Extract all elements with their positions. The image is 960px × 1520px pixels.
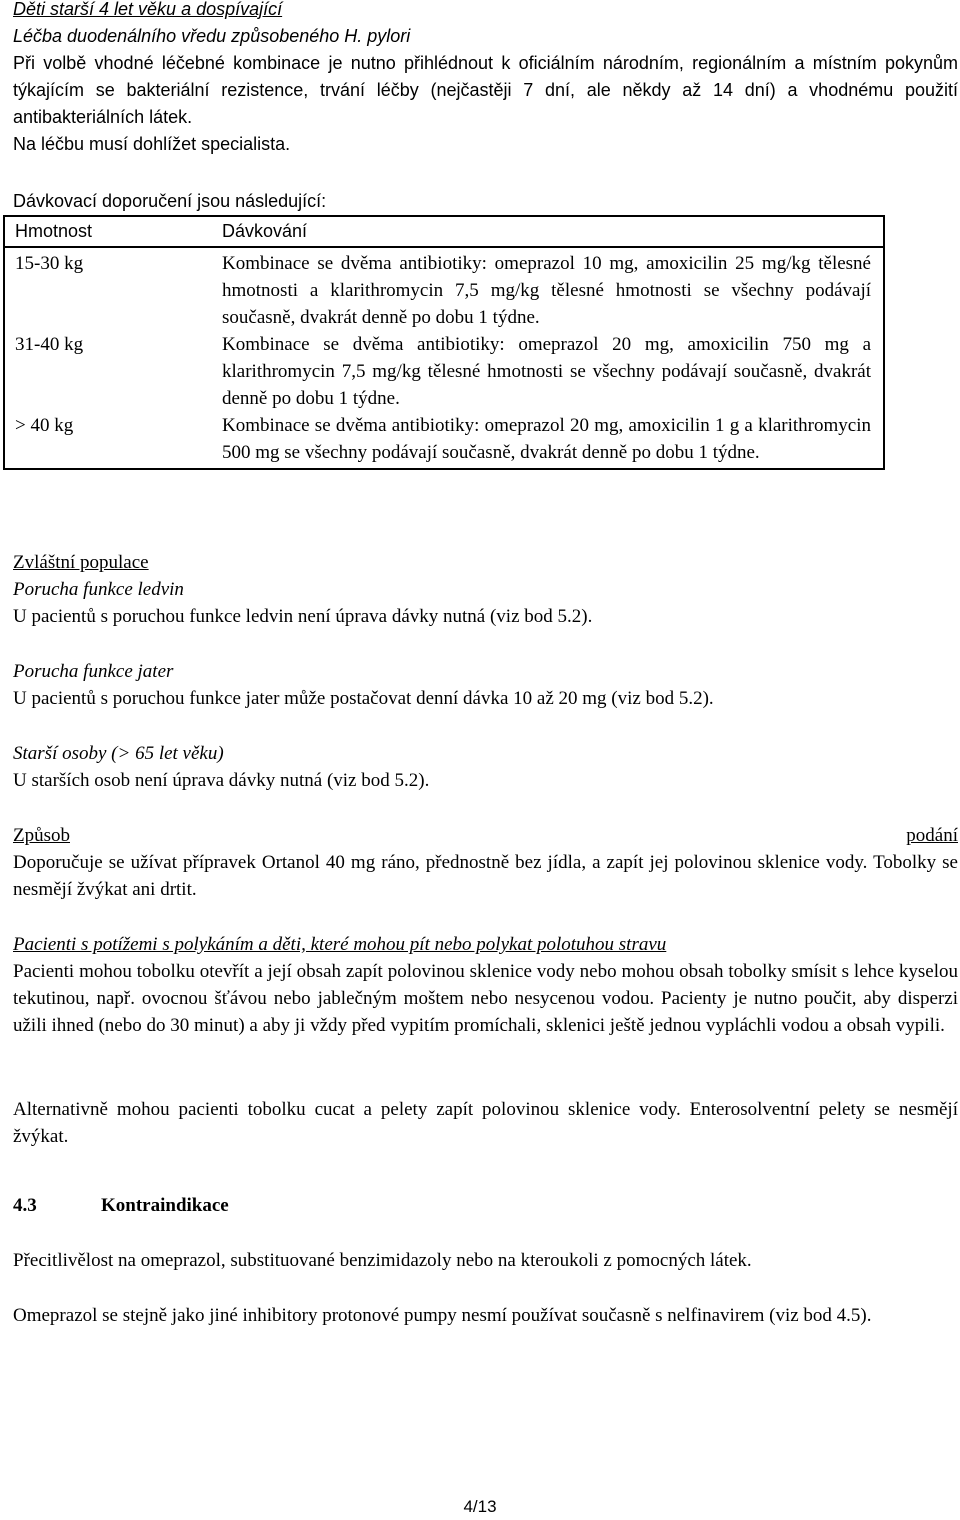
row-dose: Kombinace se dvěma antibiotiky: omeprazol 20 mg, amoxicilin 750 mg a klarithromycin 7,5 mg/kg tělesné hmotnosti se všechny podávají současně, dvakrát denně po dobu 1 týdne. [222, 334, 871, 409]
contraindications-heading [13, 1192, 958, 1219]
administration-section [13, 822, 958, 903]
row-weight: 31-40 kg [15, 334, 84, 355]
row-weight: > 40 kg [15, 415, 74, 436]
contra-text-1: Přecitlivělost na omeprazol, substituované benzimidazoly nebo na kteroukoli z pomocných látek. [13, 1250, 752, 1271]
heading-children: Děti starší 4 let věku a dospívající [13, 0, 283, 19]
table-header-row [4, 216, 884, 247]
swallow-heading: Pacienti s potížemi s polykáním a děti, které mohou pít nebo polykat polotuhou stravu [13, 934, 667, 955]
special-populations [13, 549, 958, 630]
alternative-section [13, 1096, 958, 1150]
heading-treatment: Léčba duodenálního vředu způsobeného H. pylori [13, 26, 411, 46]
dosing-intro: Dávkovací doporučení jsou následující: [13, 191, 327, 211]
page-number: 4/13 [463, 1497, 497, 1516]
dosing-table [3, 215, 885, 470]
special-heading: Zvláštní populace [13, 552, 149, 573]
contra-text-2: Omeprazol se stejně jako jiné inhibitory protonové pumpy nesmí používat současně s nelfinavirem (viz bod 4.5). [13, 1305, 872, 1326]
specialist-note: Na léčbu musí dohlížet specialista. [13, 134, 291, 154]
elderly-text: U starších osob není úprava dávky nutná (viz bod 5.2). [13, 770, 430, 791]
table-row [4, 247, 884, 331]
elderly-heading: Starší osoby (> 65 let věku) [13, 743, 224, 764]
table-row [4, 412, 884, 469]
hepatic-text: U pacientů s poruchou funkce jater může postačovat denní dávka 10 až 20 mg (viz bod 5.2). [13, 688, 714, 709]
top-section [13, 0, 958, 158]
alternative-text: Alternativně mohou pacienti tobolku cucat a pelety zapít polovinou sklenice vody. Enterosolventní pelety se nesmějí žvýkat. [13, 1099, 958, 1147]
swallow-section [13, 931, 958, 1039]
administration-heading [13, 822, 958, 849]
table-row [4, 331, 884, 412]
administration-heading-word2: podání [906, 825, 958, 846]
intro-paragraph: Při volbě vhodné léčebné kombinace je nutno přihlédnout k oficiálním národním, regionálním a místním pokynům týkajícím se bakteriální rezistence, trvání léčby (nejčastěji 7 dní, ale někdy až 14 dní) a vhodnému použití antibakteriálních látek. [13, 53, 958, 127]
row-dose: Kombinace se dvěma antibiotiky: omeprazol 20 mg, amoxicilin 1 g a klarithromycin 500 mg se všechny podávají současně, dvakrát denně po dobu 1 týdne. [222, 415, 871, 463]
administration-text: Doporučuje se užívat přípravek Ortanol 40 mg ráno, přednostně bez jídla, a zapít jej polovinou sklenice vody. Tobolky se nesmějí žvýkat ani drtit. [13, 852, 958, 900]
row-dose: Kombinace se dvěma antibiotiky: omeprazol 10 mg, amoxicilin 25 mg/kg tělesné hmotnosti a klarithromycin 7,5 mg/kg tělesné hmotnosti se všechny podávají současně, dvakrát denně po dobu 1 týdne. [222, 253, 871, 328]
hepatic-heading: Porucha funkce jater [13, 661, 174, 682]
section-title: Kontraindikace [101, 1195, 229, 1216]
hepatic-section [13, 658, 958, 712]
header-weight: Hmotnost [4, 216, 222, 247]
header-dose: Dávkování [222, 216, 884, 247]
elderly-section [13, 740, 958, 794]
renal-text: U pacientů s poruchou funkce ledvin není úprava dávky nutná (viz bod 5.2). [13, 606, 593, 627]
renal-heading: Porucha funkce ledvin [13, 579, 184, 600]
administration-heading-word1: Způsob [13, 825, 70, 846]
section-number: 4.3 [13, 1195, 37, 1216]
row-weight: 15-30 kg [15, 253, 84, 274]
swallow-text: Pacienti mohou tobolku otevřít a její obsah zapít polovinou sklenice vody nebo mohou obsah tobolky smísit s lehce kyselou tekutinou, např. ovocnou šťávou nebo jablečným moštem nebo nesycenou vodou. Pacienty je nutno poučit, aby disperzi užili ihned (nebo do 30 minut) a aby ji vždy před vypitím promíchali, sklenici ještě jednou vypláchli vodou a obsah vypili. [13, 961, 958, 1036]
